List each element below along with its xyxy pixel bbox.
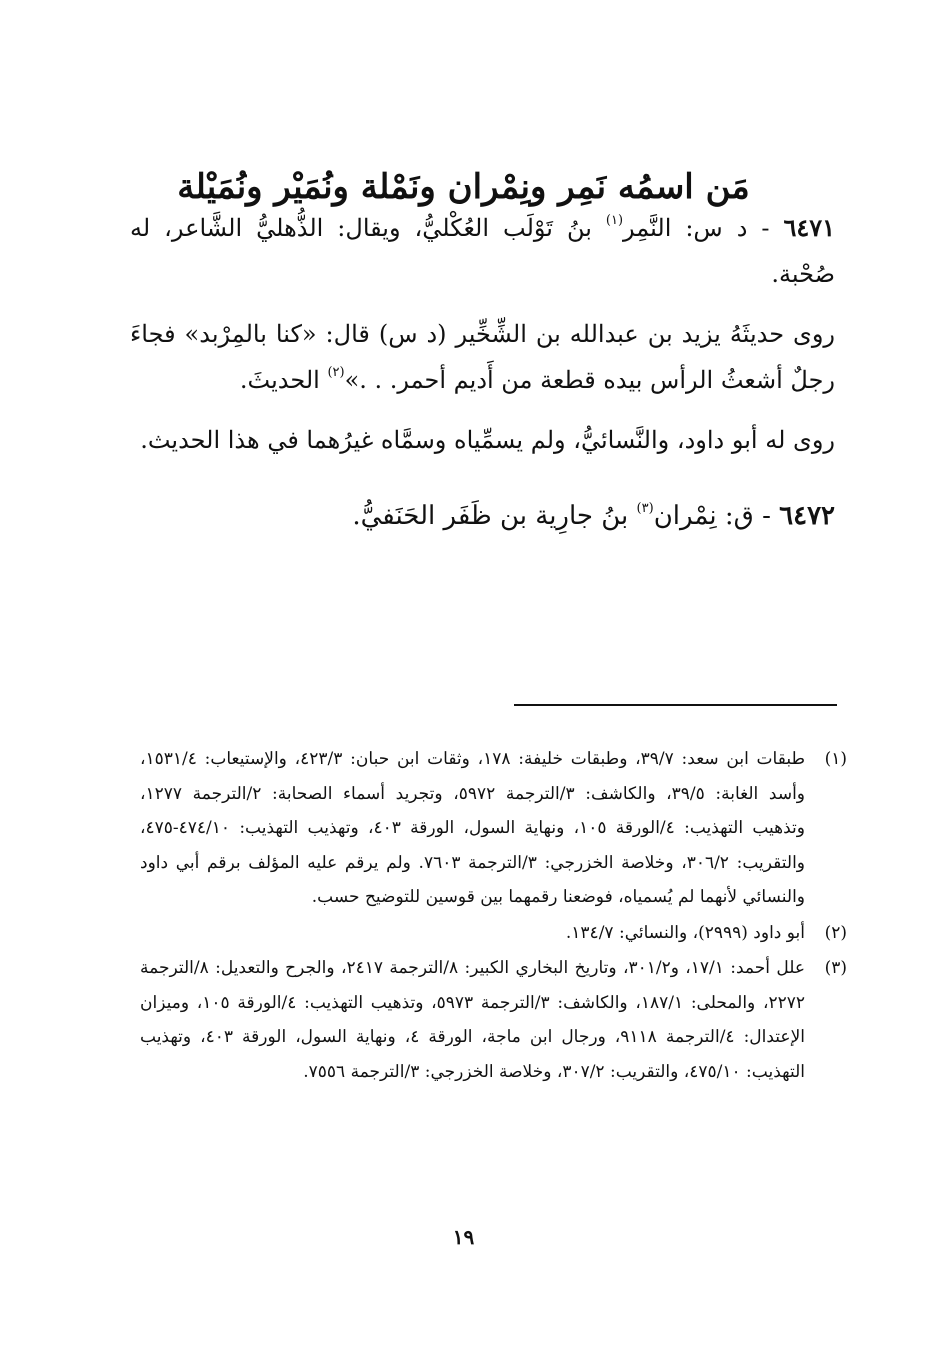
paragraph-text: روى حديثَهُ يزيد بن عبدالله بن الشِّخِّير (د س) قال: «كنا بالمِرْبد» فجاءَ رجلٌ أشعثُ الرأس بيده قطعة من أَديم أحمر. . .» (130, 320, 835, 394)
footnote-ref[interactable]: (٣) (636, 501, 654, 516)
entry-number: ٦٤٧٢ (779, 501, 835, 531)
entry-prefix: - ق: نِمْران (653, 501, 780, 531)
entry-prefix: - د س: النَّمِر (623, 214, 784, 242)
entry-text: بنُ جارِية بن ظَفَر الحَنَفيُّ. (352, 501, 637, 531)
footnote-ref[interactable]: (٢) (327, 365, 345, 380)
footnote-ref[interactable]: (١) (605, 213, 624, 228)
footnote-1 (140, 742, 847, 915)
footnote-text: علل أحمد: ١٧/١، و٣٠١/٢، وتاريخ البخاري الكبير: ٨/الترجمة ٢٤١٧، والجرح والتعديل: ٨/الترجمة ٢٢٧٢، والمحلى: ١٨٧/١، والكاشف: ٣/الترجمة ٥٩٧٣، وتذهيب التهذيب: ٤/الورقة ١٠٥، وميزان الإعتدال: ٤/الترجمة ٩١١٨، ورجال ابن ماجة، الورقة ٤، ونهاية السول، الورقة ٤٠٣، وتهذيب التهذيب: ٤٧٥/١٠، والتقريب: ٣٠٧/٢، وخلاصة الخزرجي: ٣/الترجمة ٧٥٥٦. (140, 958, 806, 1082)
paragraph-end: الحديثَ. (239, 366, 328, 394)
paragraph-narrators: روى له أبو داود، والنَّسائيُّ، ولم يسمِّياه وسمَّاه غيرُهما في هذا الحديث. (140, 426, 835, 454)
footnote-separator (514, 704, 837, 706)
footnote-text: طبقات ابن سعد: ٣٩/٧، وطبقات خليفة: ١٧٨، وثقات ابن حبان: ٤٢٣/٣، والإستيعاب: ١٥٣١/٤، وأسد الغابة: ٣٩/٥، والكاشف: ٣/الترجمة ٥٩٧٢، وتجريد أسماء الصحابة: ٢/الترجمة ١٢٧٧، وتذهيب التهذيب: ٤/الورقة ١٠٥، ونهاية السول، الورقة ٤٠٣، وتهذيب التهذيب: ٤٧٤/١٠-٤٧٥، والتقريب: ٣٠٦/٢، وخلاصة الخزرجي: ٣/الترجمة ٧٦٠٣. ولم يرقم عليه المؤلف برقم أبي داود والنسائي لأنهما لم يُسمياه، فوضعنا رقمهما بين قوسين للتوضيح حسب. (140, 749, 806, 907)
entry-6471 (130, 205, 835, 297)
footnote-marker: (١) (824, 749, 847, 769)
footnote-3 (140, 951, 847, 1089)
footnotes (140, 742, 847, 1090)
chapter-title: مَن اسمُه نَمِر ونِمْران ونَمْلة ونُمَيْر ونُمَيْلة (177, 166, 750, 207)
main-text (130, 205, 835, 553)
page-number: ١٩ (452, 1225, 475, 1249)
entry-number: ٦٤٧١ (783, 213, 835, 242)
entry-6472 (130, 493, 835, 539)
paragraph-hadith (130, 311, 835, 403)
footnote-2 (140, 916, 847, 951)
footnote-marker: (٣) (824, 958, 847, 978)
entry-text: بنُ تَوْلَب العُكْليُّ، ويقال: الذُّهليُّ الشَّاعر، له صُحْبة. (130, 214, 835, 288)
footnote-marker: (٢) (824, 922, 847, 943)
footnote-text: أبو داود (٢٩٩٩)، والنسائي: ١٣٤/٧. (565, 922, 805, 943)
